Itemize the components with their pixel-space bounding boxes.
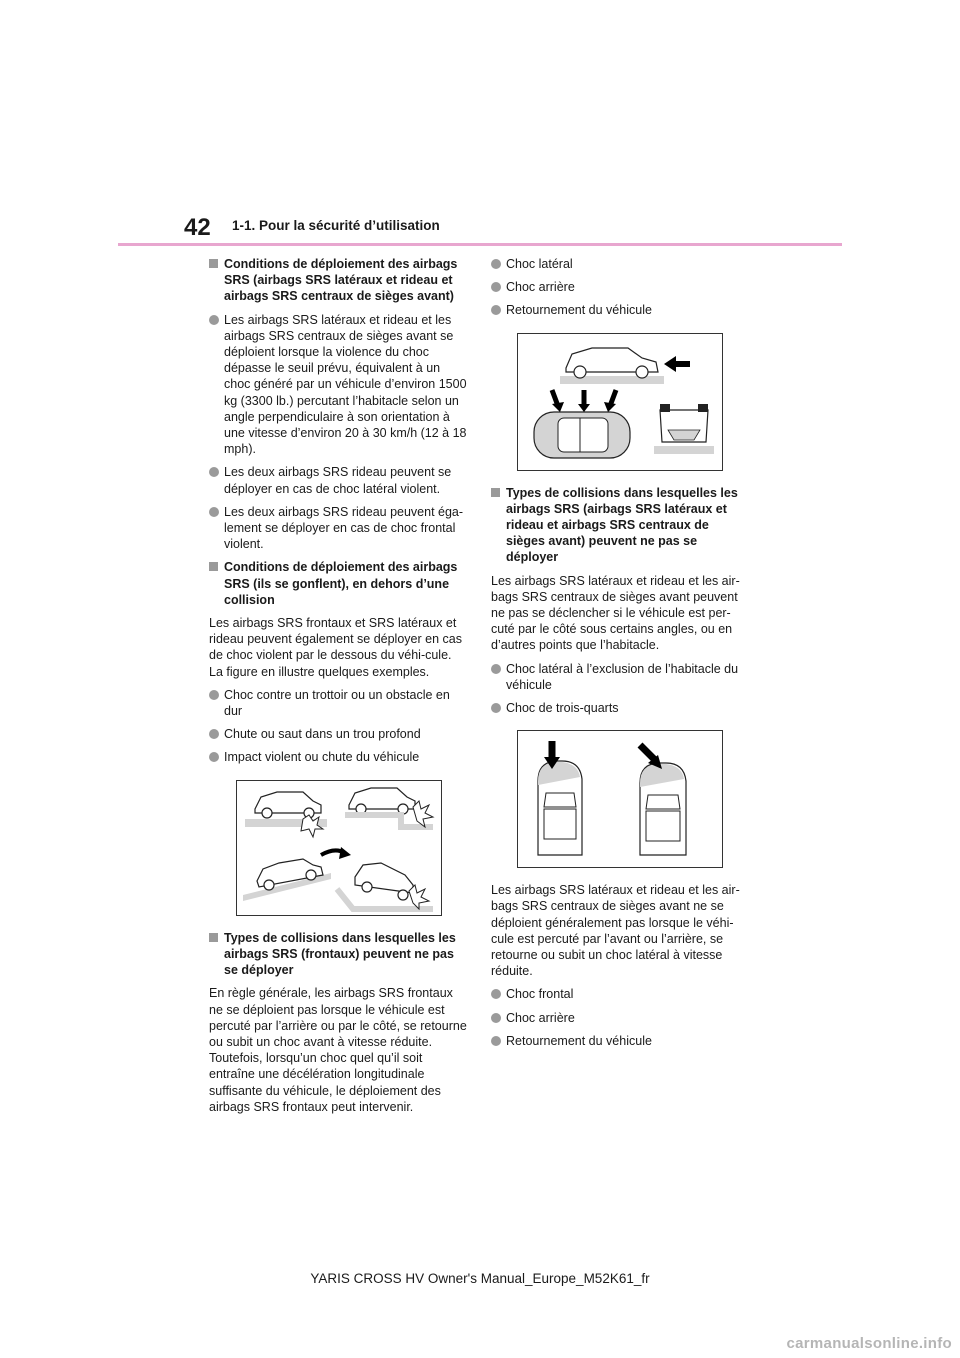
round-bullet-icon [491,305,501,315]
square-bullet-icon [209,259,218,268]
side-impact-exclusion-illustration [518,731,722,867]
section-title: 1-1. Pour la sécurité d’utilisation [232,218,440,233]
round-bullet-icon [209,752,219,762]
list-item: Chute ou saut dans un trou profond [209,726,467,742]
list-item: Choc arrière [491,279,749,295]
section-heading: Conditions de déploiement des airbags SRS (ils se gonflent), en dehors d’une collision [209,559,467,608]
round-bullet-icon [491,989,501,999]
round-bullet-icon [491,1013,501,1023]
round-bullet-icon [209,729,219,739]
watermark: carmanualsonline.info [786,1335,952,1352]
round-bullet-icon [209,315,219,325]
paragraph: Les airbags SRS latéraux et rideau et les air-bags SRS centraux de sièges avant peuvent ne pas se déclencher si le véhicule est per-cuté par le côté sous certains angles, ou en d’autres points que l’habitacle. [491,573,740,653]
footer-manual-id: YARIS CROSS HV Owner's Manual_Europe_M52K61_fr [310,1271,650,1286]
round-bullet-icon [491,282,501,292]
square-bullet-icon [209,933,218,942]
round-bullet-icon [209,507,219,517]
section-heading: Types de collisions dans lesquelles les airbags SRS (airbags SRS latéraux et rideau et airbags SRS centraux de sièges avant) peuvent ne pas se déployer [491,485,749,566]
page-number: 42 [184,214,211,241]
section-heading: Conditions de déploiement des airbags SRS (airbags SRS latéraux et rideau et airbags SRS centraux de sièges avant) [209,256,467,305]
list-item: Les airbags SRS latéraux et rideau et les airbags SRS centraux de sièges avant se déploient lorsque la violence du choc dépasse le seuil prévu, équivalent à un choc généré par un véhicule d’environ 1500 kg (3300 lb.) percutant l’habitacle selon un angle perpendiculaire à son orientation à une vitesse d’environ 20 à 30 km/h (12 à 18 mph). [209,312,467,458]
illustration-side-impact-exclusions [517,730,723,868]
right-column [491,256,749,1056]
round-bullet-icon [209,467,219,477]
round-bullet-icon [491,259,501,269]
side-rear-rollover-illustration [518,334,722,470]
list-item: Retournement du véhicule [491,302,749,318]
round-bullet-icon [491,703,501,713]
list-item: Choc latéral à l’exclusion de l’habitacle du véhicule [491,661,749,693]
list-item: Les deux airbags SRS rideau peuvent se déployer en cas de choc latéral violent. [209,464,467,496]
list-item: Choc latéral [491,256,749,272]
header-rule [118,243,842,246]
paragraph: Les airbags SRS latéraux et rideau et les air-bags SRS centraux de sièges avant ne se déploient généralement pas lorsque le véhi-cule est percuté par l’avant ou l’arrière, se retourne ou subit un choc latéral à vitesse réduite. [491,883,740,979]
round-bullet-icon [491,664,501,674]
paragraph: Les airbags SRS frontaux et SRS latéraux et rideau peuvent également se déployer en cas de choc violent par le dessous du véhi-cule. La figure en illustre quelques exemples. [209,616,462,679]
section-heading: Types de collisions dans lesquelles les airbags SRS (frontaux) peuvent ne pas se déployer [209,930,467,979]
square-bullet-icon [491,488,500,497]
list-item: Impact violent ou chute du véhicule [209,749,467,765]
list-item: Choc contre un trottoir ou un obstacle en dur [209,687,467,719]
illustration-non-collision-deployment [236,780,442,916]
paragraph: En règle générale, les airbags SRS frontaux ne se déploient pas lorsque le véhicule est percuté par l’arrière ou par le côté, se retourne ou subit un choc avant à vitesse réduite. Toutefois, lorsqu’un choc quel qu’il soit entraîne une décélération longitudinale suffisante du véhicule, le déploiement des airbags SRS frontaux peut intervenir. [209,986,467,1114]
list-item: Les deux airbags SRS rideau peuvent éga-lement se déployer en cas de choc frontal violent. [209,504,467,553]
square-bullet-icon [209,562,218,571]
round-bullet-icon [491,1036,501,1046]
list-item: Choc frontal [491,986,749,1002]
round-bullet-icon [209,690,219,700]
list-item: Choc de trois-quarts [491,700,749,716]
illustration-side-rear-rollover [517,333,723,471]
list-item: Choc arrière [491,1010,749,1026]
list-item: Retournement du véhicule [491,1033,749,1049]
left-column [209,256,467,1122]
undercarriage-impact-illustration [237,781,441,915]
